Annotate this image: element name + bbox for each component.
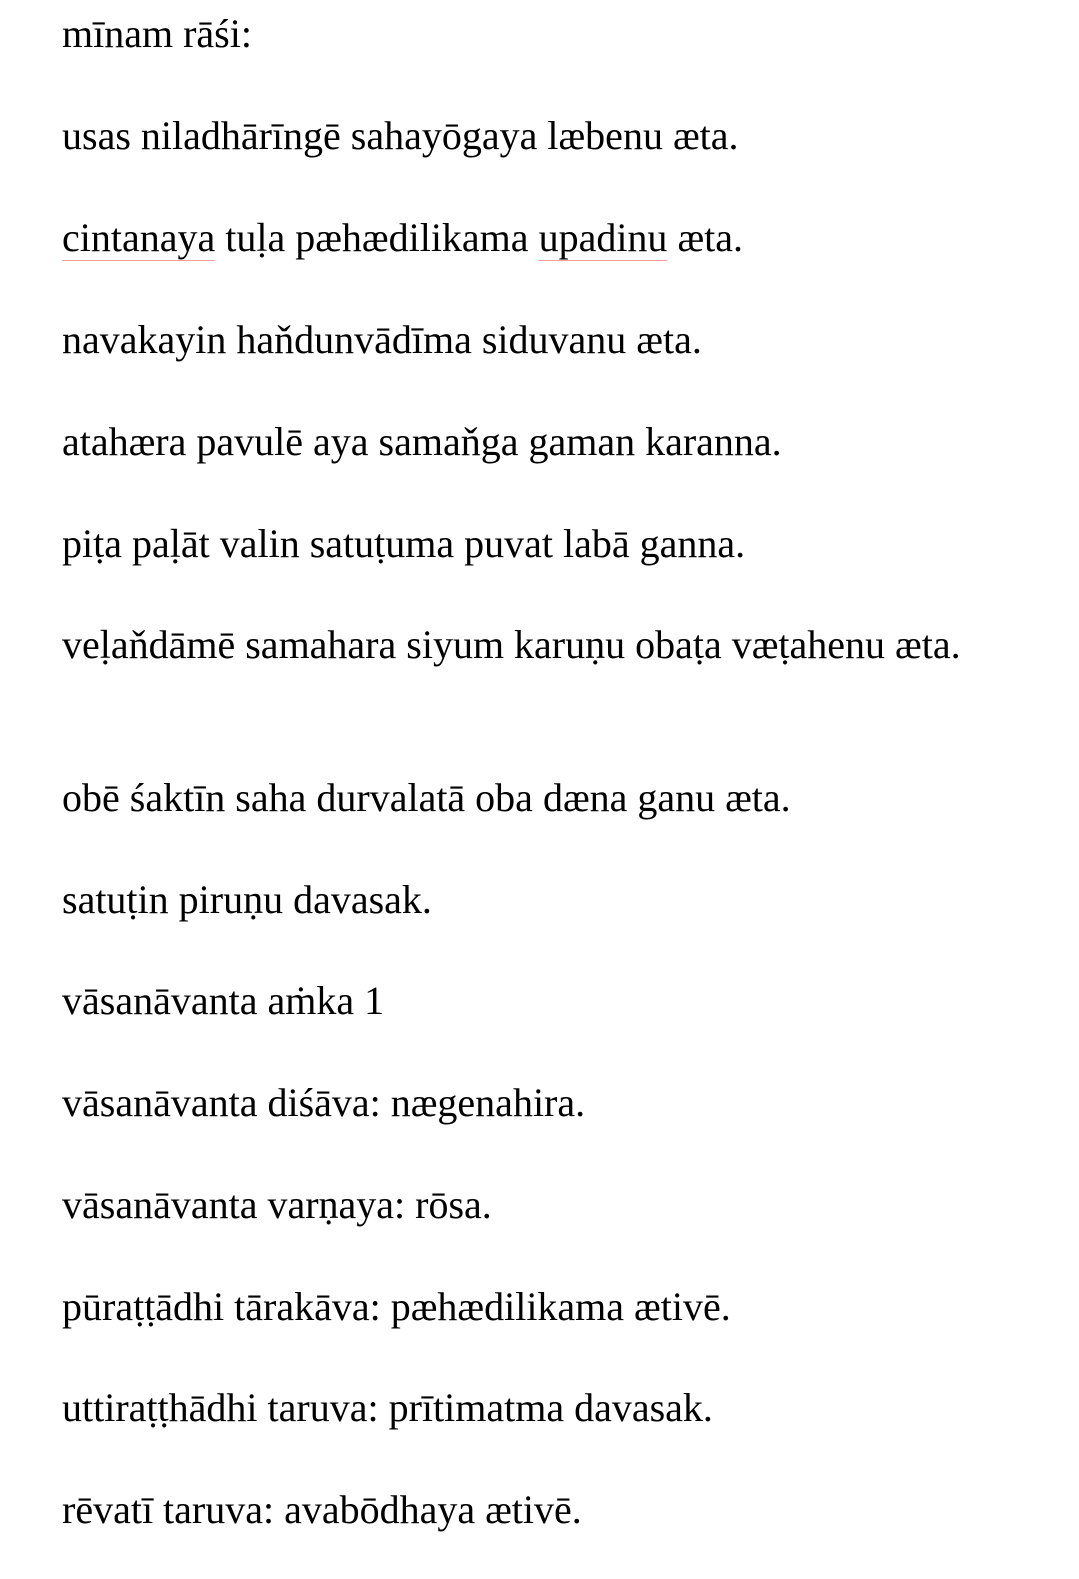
text-line: obē śaktīn saha durvalatā oba dæna ganu æta. (62, 775, 791, 820)
text-line: rēvatī taruva: avabōdhaya ætivē. (62, 1487, 582, 1532)
text-segment: æta. (667, 215, 743, 260)
text-line: vāsanāvanta aṁka 1 (62, 978, 385, 1023)
text-line: pūraṭṭādhi tārakāva: pæhædilikama ætivē. (62, 1284, 731, 1329)
text-line: uttiraṭṭhādhi taruva: prītimatma davasak. (62, 1385, 713, 1430)
text-line: navakayin haňdunvādīma siduvanu æta. (62, 317, 702, 362)
text-segment: tuḷa pæhædilikama (215, 215, 539, 260)
text-line (62, 214, 743, 262)
text-line: piṭa paḷāt valin satuṭuma puvat labā ganna. (62, 521, 746, 566)
heading-mina-rashi: mīnam rāśi: (62, 11, 252, 56)
text-line: usas niladhārīngē sahayōgaya læbenu æta. (62, 113, 739, 158)
misspelled-word[interactable]: upadinu (538, 215, 668, 260)
text-line: vāsanāvanta diśāva: nægenahira. (62, 1080, 586, 1125)
text-line: atahæra pavulē aya samaňga gaman karanna. (62, 419, 782, 464)
misspelled-word[interactable]: cintanaya (62, 215, 216, 260)
text-line: veḷaňdāmē samahara siyum karuṇu obaṭa væṭahenu æta. (62, 622, 961, 667)
text-line: vāsanāvanta varṇaya: rōsa. (62, 1182, 492, 1227)
text-line: satuṭin piruṇu davasak. (62, 877, 432, 922)
